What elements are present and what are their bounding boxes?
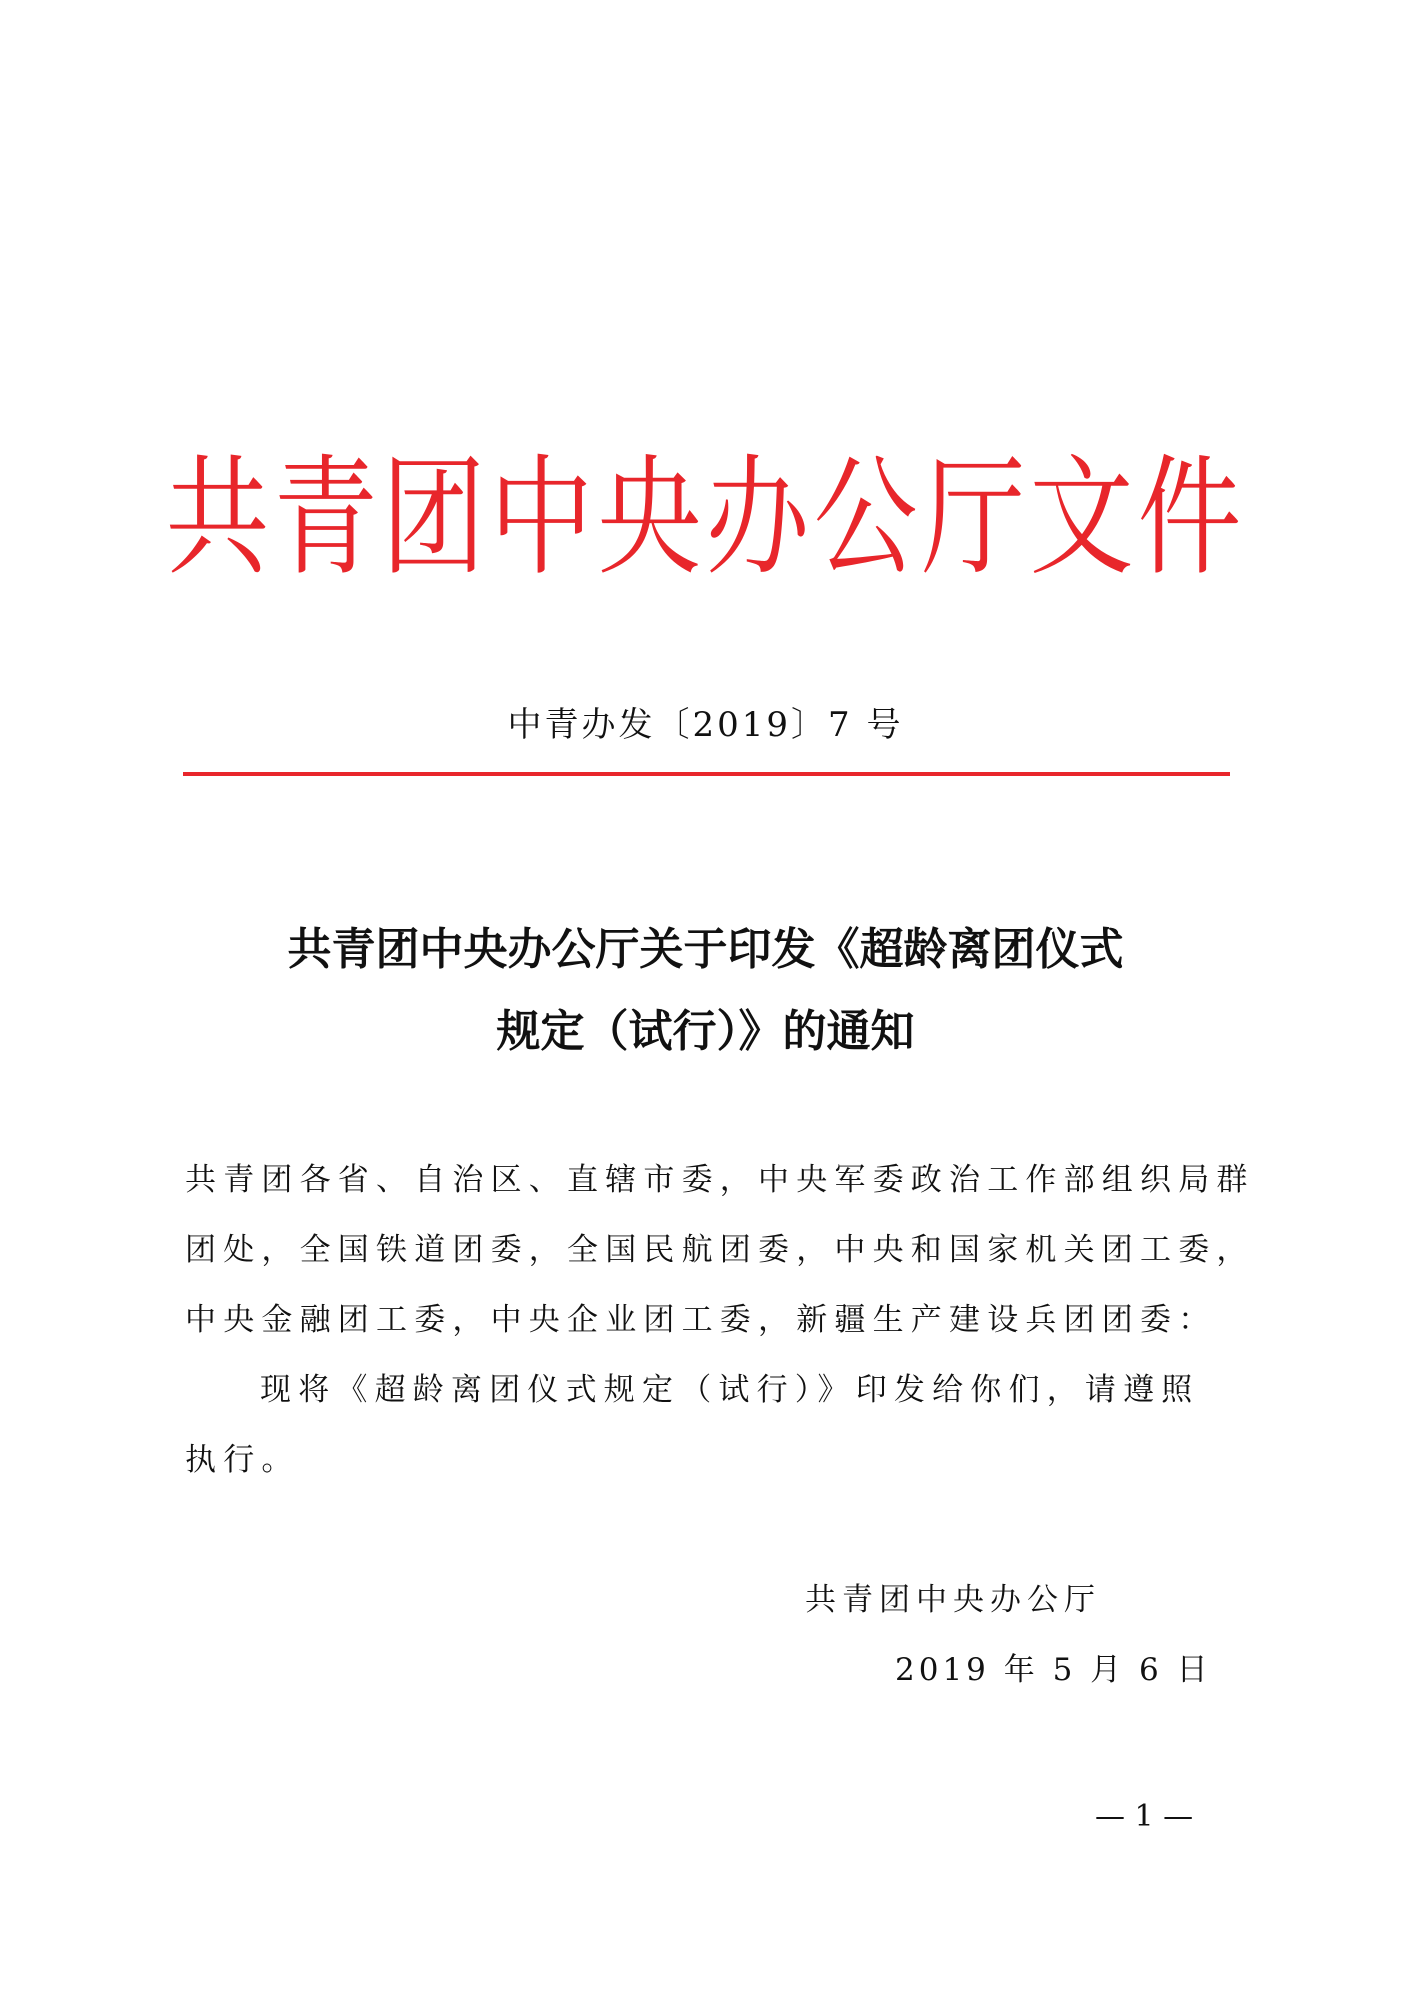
body-paragraph-line-2: 执行。 (185, 1442, 300, 1478)
addressee-line-1: 共青团各省、自治区、直辖市委，中央军委政治工作部组织局群 (185, 1162, 1255, 1198)
notice-title-line-2: 规定（试行）》的通知 (496, 1006, 915, 1057)
body-paragraph-line-1: 现将《超龄离团仪式规定（试行）》印发给你们，请遵照 (260, 1372, 1200, 1408)
addressee-line-2: 团处，全国铁道团委，全国民航团委，中央和国家机关团工委， (185, 1232, 1255, 1268)
issue-date: 2019 年 5 月 6 日 (895, 1652, 1212, 1688)
red-letterhead-title: 共青团中央办公厅文件 (165, 441, 1246, 594)
document-number: 中青办发〔2019〕7 号 (507, 705, 904, 745)
addressee-line-3: 中央金融团工委，中央企业团工委，新疆生产建设兵团团委： (185, 1302, 1217, 1338)
issuer-signature: 共青团中央办公厅 (805, 1582, 1101, 1618)
red-separator-line (183, 772, 1230, 776)
page-number: — 1 — (1095, 1799, 1194, 1834)
notice-title-line-1: 共青团中央办公厅关于印发《超龄离团仪式 (287, 924, 1124, 975)
